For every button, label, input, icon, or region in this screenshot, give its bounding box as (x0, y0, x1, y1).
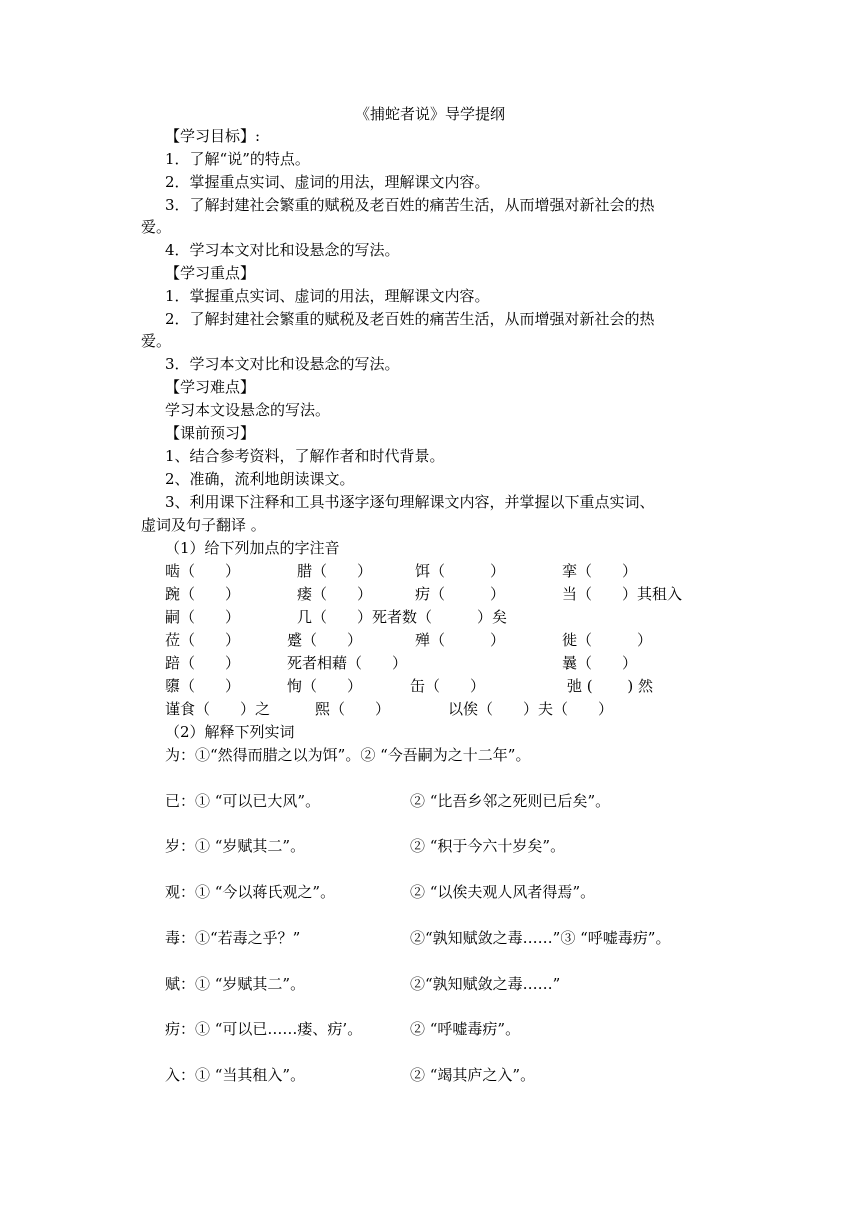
words-heading: （2）解释下列实词 (165, 723, 295, 741)
word-entry-second: ② “以俟夫观人风者得焉”。 (410, 883, 596, 901)
pinyin-item: 死者相藉（ ） (287, 654, 408, 672)
preview-item: 3、利用课下注释和工具书逐字逐句理解课文内容，并掌握以下重点实词、 (165, 493, 655, 511)
pinyin-item: 恂（ ） (287, 677, 363, 695)
objective-item: 2．掌握重点实词、虚词的用法，理解课文内容。 (165, 173, 490, 191)
difficulty-text: 学习本文设悬念的写法。 (165, 401, 331, 419)
pinyin-item: 踠（ ） (165, 585, 241, 603)
pinyin-item: 徙（ ） (562, 631, 653, 649)
difficulty-heading: 【学习难点】 (165, 378, 256, 396)
word-entry-second: ② “竭其庐之入”。 (410, 1066, 536, 1084)
pinyin-item: 当（ ）其租入 (562, 585, 683, 603)
objective-item-continued: 爱。 (141, 218, 172, 236)
pinyin-item: 啮（ ） (165, 562, 241, 580)
word-entry: 为：①“然得而腊之以为饵”。② “今吾嗣为之十二年”。 (165, 746, 531, 764)
word-entry-second: ② “积于今六十岁矣”。 (410, 837, 566, 855)
pinyin-item: 饵（ ） (415, 562, 506, 580)
pinyin-item: 腊（ ） (297, 562, 373, 580)
key-point-item: 1．掌握重点实词、虚词的用法，理解课文内容。 (165, 287, 490, 305)
word-entry-second: ② “呼嘘毒疠”。 (410, 1020, 521, 1038)
pinyin-heading: （1）给下列加点的字注音 (165, 539, 340, 557)
key-points-heading: 【学习重点】 (165, 264, 256, 282)
word-entry: 赋：① “岁赋其二”。 (165, 975, 306, 993)
pinyin-item: 隳（ ） (165, 677, 241, 695)
key-point-item: 3．学习本文对比和设悬念的写法。 (165, 355, 400, 373)
pinyin-item: 以俟（ ）夫（ ） (448, 700, 614, 718)
key-point-item: 2．了解封建社会繁重的赋税及老百姓的痛苦生活，从而增强对新社会的热 (165, 310, 655, 328)
objectives-heading: 【学习目标】: (165, 127, 261, 145)
pinyin-item: 嗣（ ） (165, 608, 241, 626)
preview-heading: 【课前预习】 (165, 424, 256, 442)
preview-item: 1、结合参考资料，了解作者和时代背景。 (165, 447, 445, 465)
pinyin-item: 瘘（ ） (297, 585, 373, 603)
word-entry: 毒：①“若毒之乎？” (165, 929, 301, 947)
word-entry: 岁：① “岁赋其二”。 (165, 837, 306, 855)
objective-item: 1．了解“说”的特点。 (165, 150, 310, 168)
objective-item: 4．学习本文对比和设悬念的写法。 (165, 241, 400, 259)
pinyin-item: 莅（ ） (165, 631, 241, 649)
pinyin-item: 熙（ ） (315, 700, 391, 718)
preview-item: 2、准确，流利地朗读课文。 (165, 470, 355, 488)
word-entry: 观：① “今以蒋氏观之”。 (165, 883, 336, 901)
pinyin-item: 疠（ ） (415, 585, 506, 603)
word-entry: 入：① “当其租入”。 (165, 1066, 306, 1084)
pinyin-item: 缶（ ） (410, 677, 486, 695)
word-entry: 已：① “可以已大风”。 (165, 792, 321, 810)
pinyin-item: 蹙（ ） (287, 631, 363, 649)
pinyin-item: 曩（ ） (562, 654, 638, 672)
page-title: 《捕蛇者说》导学提纲 (354, 105, 505, 123)
word-entry: 疠：① “可以已……瘘、疠’。 (165, 1020, 363, 1038)
pinyin-item: 弛 ( ) 然 (567, 677, 654, 695)
pinyin-item: 殚（ ） (415, 631, 506, 649)
word-entry-second: ②“孰知赋敛之毒……”③ “呼嘘毒疠”。 (410, 929, 671, 947)
objective-item: 3．了解封建社会繁重的赋税及老百姓的痛苦生活，从而增强对新社会的热 (165, 196, 655, 214)
pinyin-item: 谨食（ ）之 (165, 700, 271, 718)
preview-item-continued: 虚词及句子翻译 。 (141, 516, 266, 534)
word-entry-second: ②“孰知赋敛之毒……” (410, 975, 561, 993)
word-entry-second: ② “比吾乡邻之死则已后矣”。 (410, 792, 611, 810)
pinyin-item: 挛（ ） (562, 562, 638, 580)
pinyin-item: 几（ ）死者数（ ）矣 (297, 608, 508, 626)
key-point-item-continued: 爱。 (141, 332, 172, 350)
pinyin-item: 踣（ ） (165, 654, 241, 672)
